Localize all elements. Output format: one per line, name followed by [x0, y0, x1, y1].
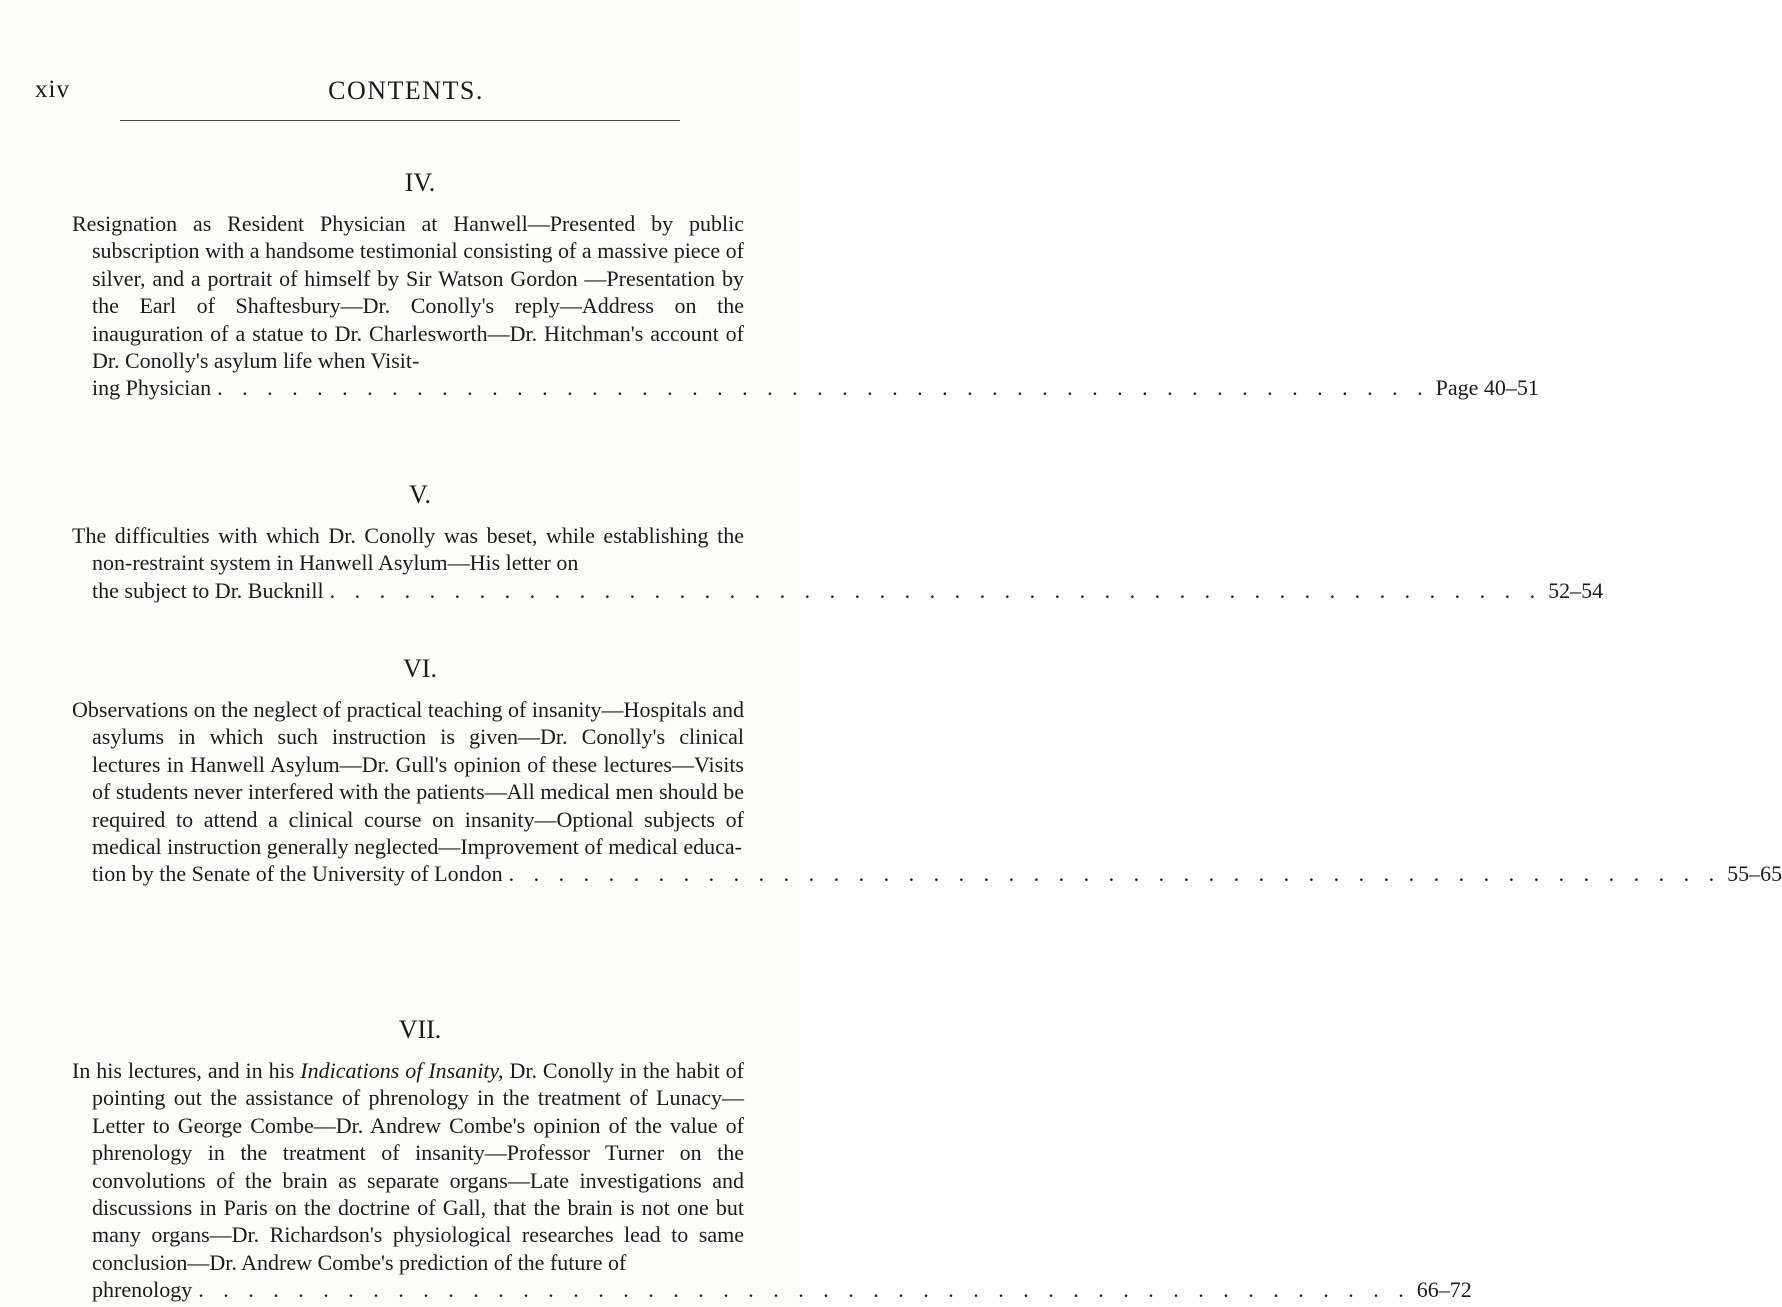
section-numeral: V. — [409, 480, 431, 509]
header-rule — [120, 120, 680, 121]
dot-leader: . . . . . . . . . . . . . . . . . . . . . . . . . . . . . . . . . . . . . . . . . . . . . . . . . — [217, 375, 1430, 401]
section-summary: The difficulties with which Dr. Conolly was beset, while establishing the non-restraint system in Hanwell Asylum—His letter on — [72, 523, 744, 576]
summary-text-start: In his lectures, and in his — [72, 1058, 301, 1083]
running-head — [35, 76, 777, 106]
section-last-line: the subject to Dr. Bucknill — [92, 577, 324, 603]
section-page-line — [72, 1276, 1472, 1303]
contents-section-vi — [72, 654, 1782, 888]
page-range: 52–54 — [1548, 577, 1604, 603]
page-number: xiv — [35, 76, 70, 103]
section-page-line — [72, 577, 1604, 604]
section-summary: Resignation as Resident Physician at Hanwell—Presented by public subscription with a handsome testimonial consisting of a massive piece of silver, and a portrait of himself by Sir Watson Gordon —Presentation by the Earl of Shaftesbury—Dr. Conolly's reply—Address on the inauguration of a statue to Dr. Charlesworth—Dr. Hitchman's account of Dr. Conolly's asylum life when Visit- — [72, 211, 744, 374]
section-numeral: IV. — [404, 168, 436, 197]
section-numeral: VI. — [403, 654, 437, 683]
section-page-line — [72, 374, 1539, 401]
summary-text-rest: Dr. Conolly in the habit of pointing out the assistance of phrenology in the treatment of Lunacy—Letter to George Combe—Dr. Andrew Combe's opinion of the value of phrenology in the treatment of insanity—Professor Turner on the convolutions of the brain as separate organs—Late investigations and discussions in Paris on the doctrine of Gall, that the brain is not one but many organs—Dr. Richardson's physiological researches lead to same conclusion—Dr. Andrew Combe's prediction of the future of — [92, 1058, 744, 1275]
contents-section-vii — [72, 1015, 1472, 1304]
book-title-italic: Indications of Insanity, — [300, 1058, 504, 1083]
contents-section-v — [72, 480, 1604, 604]
section-last-line: phrenology — [92, 1277, 193, 1303]
section-page-line — [72, 860, 1782, 887]
page-range: 55–65 — [1727, 861, 1782, 887]
section-summary — [72, 1057, 744, 1276]
running-title: CONTENTS. — [328, 76, 484, 105]
page-range: Page 40–51 — [1435, 375, 1539, 401]
section-last-line: tion by the Senate of the University of London — [92, 861, 503, 887]
page-range: 66–72 — [1416, 1277, 1472, 1303]
dot-leader: . . . . . . . . . . . . . . . . . . . . . . . . . . . . . . . . . . . . . . . . . . . . . . . . . — [329, 577, 1543, 603]
section-numeral: VII. — [398, 1015, 442, 1044]
dot-leader: . . . . . . . . . . . . . . . . . . . . . . . . . . . . . . . . . . . . . . . . . . . . . . . . . — [508, 861, 1722, 887]
section-last-line: ing Physician — [92, 375, 212, 401]
section-summary: Observations on the neglect of practical teaching of insanity—Hospitals and asylums in which such instruction is given—Dr. Conolly's clinical lectures in Hanwell Asylum—Dr. Gull's opinion of these lectures—Visits of students never interfered with the patients—All medical men should be required to attend a clinical course on insanity—Optional subjects of medical instruction generally neglected—Improvement of medical educa- — [72, 697, 744, 860]
contents-section-iv — [72, 168, 1539, 402]
dot-leader: . . . . . . . . . . . . . . . . . . . . . . . . . . . . . . . . . . . . . . . . . . . . . . . . . — [198, 1277, 1411, 1303]
